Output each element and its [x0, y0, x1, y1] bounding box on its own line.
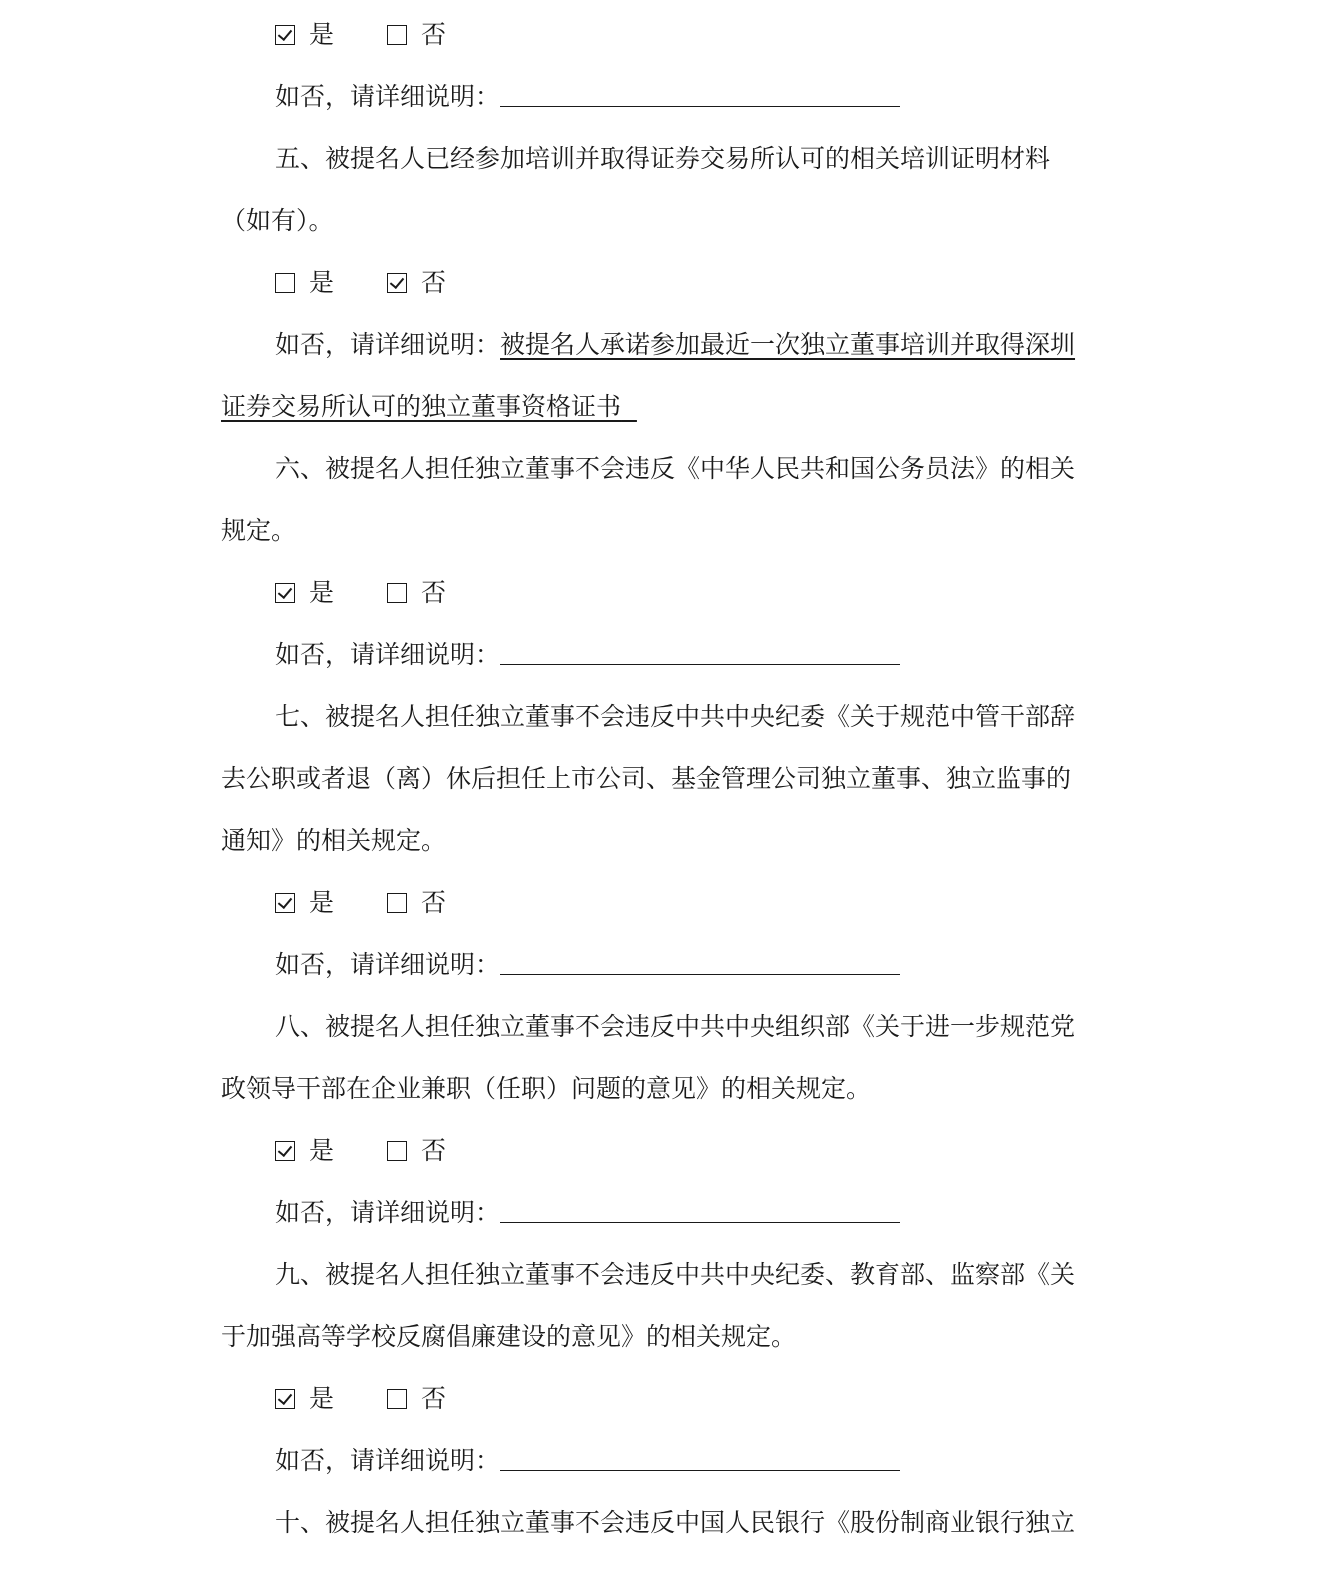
explain-row-five-cont [221, 390, 1121, 424]
explain-label: 如否，请详细说明： [275, 1446, 501, 1475]
item-six-line-2: 规定。 [221, 516, 297, 545]
checkbox-row-six [275, 576, 446, 610]
explain-row-nine [275, 1444, 900, 1478]
checked-box-icon[interactable] [275, 1141, 295, 1161]
option-yes[interactable]: 是 [275, 1134, 387, 1168]
item-eight-line-2: 政领导干部在企业兼职（任职）问题的意见》的相关规定。 [221, 1074, 872, 1103]
option-yes[interactable]: 是 [275, 886, 387, 920]
option-yes[interactable]: 是 [275, 18, 387, 52]
checkbox-row-nine [275, 1382, 446, 1416]
explain-row-seven [275, 948, 900, 982]
checkbox-row-prev [275, 18, 446, 52]
option-yes[interactable]: 是 [275, 576, 387, 610]
checked-box-icon[interactable] [275, 893, 295, 913]
option-no[interactable]: 否 [387, 18, 446, 52]
explain-blank[interactable] [500, 1196, 900, 1223]
unchecked-box-icon[interactable] [387, 1389, 407, 1409]
item-eight-line-1: 八、被提名人担任独立董事不会违反中共中央组织部《关于进一步规范党 [275, 1012, 1076, 1041]
explain-label: 如否，请详细说明： [275, 330, 501, 359]
item-seven-line-1: 七、被提名人担任独立董事不会违反中共中央纪委《关于规范中管干部辞 [275, 702, 1076, 731]
option-no[interactable]: 否 [387, 1134, 446, 1168]
explanation-text-line-1: 被提名人承诺参加最近一次独立董事培训并取得深圳 [500, 330, 1076, 359]
explain-row-prev [275, 80, 900, 114]
option-no[interactable]: 否 [387, 1382, 446, 1416]
item-nine-line-1: 九、被提名人担任独立董事不会违反中共中央纪委、教育部、监察部《关 [275, 1260, 1076, 1289]
option-no[interactable]: 否 [387, 886, 446, 920]
unchecked-box-icon[interactable] [387, 583, 407, 603]
item-seven-line-2: 去公职或者退（离）休后担任上市公司、基金管理公司独立董事、独立监事的 [221, 764, 1072, 793]
checkbox-row-five [275, 266, 446, 300]
explain-label: 如否，请详细说明： [275, 640, 501, 669]
option-yes[interactable]: 是 [275, 266, 387, 300]
item-ten-line-1: 十、被提名人担任独立董事不会违反中国人民银行《股份制商业银行独立 [275, 1508, 1076, 1537]
item-nine-line-2: 于加强高等学校反腐倡廉建设的意见》的相关规定。 [221, 1322, 797, 1351]
explain-row-six [275, 638, 900, 672]
explain-blank[interactable] [500, 948, 900, 975]
unchecked-box-icon[interactable] [275, 273, 295, 293]
item-five-line-1: 五、被提名人已经参加培训并取得证券交易所认可的相关培训证明材料 [275, 144, 1051, 173]
explain-row-five [275, 328, 1075, 362]
unchecked-box-icon[interactable] [387, 25, 407, 45]
option-no[interactable]: 否 [387, 266, 446, 300]
checkbox-row-seven [275, 886, 446, 920]
explain-blank[interactable] [500, 1444, 900, 1471]
explain-blank[interactable] [500, 80, 900, 107]
unchecked-box-icon[interactable] [387, 1141, 407, 1161]
item-five-line-2: （如有）。 [221, 206, 334, 235]
explain-label: 如否，请详细说明： [275, 1198, 501, 1227]
explain-row-eight [275, 1196, 900, 1230]
checked-box-icon[interactable] [275, 1389, 295, 1409]
explain-label: 如否，请详细说明： [275, 82, 501, 111]
explain-label: 如否，请详细说明： [275, 950, 501, 979]
option-no[interactable]: 否 [387, 576, 446, 610]
option-yes[interactable]: 是 [275, 1382, 387, 1416]
explanation-text-line-2: 证券交易所认可的独立董事资格证书 [221, 392, 622, 421]
unchecked-box-icon[interactable] [387, 893, 407, 913]
checked-box-icon[interactable] [387, 273, 407, 293]
checked-box-icon[interactable] [275, 25, 295, 45]
explain-blank[interactable] [500, 638, 900, 665]
checked-box-icon[interactable] [275, 583, 295, 603]
item-six-line-1: 六、被提名人担任独立董事不会违反《中华人民共和国公务员法》的相关 [275, 454, 1076, 483]
checkbox-row-eight [275, 1134, 446, 1168]
item-seven-line-3: 通知》的相关规定。 [221, 826, 447, 855]
